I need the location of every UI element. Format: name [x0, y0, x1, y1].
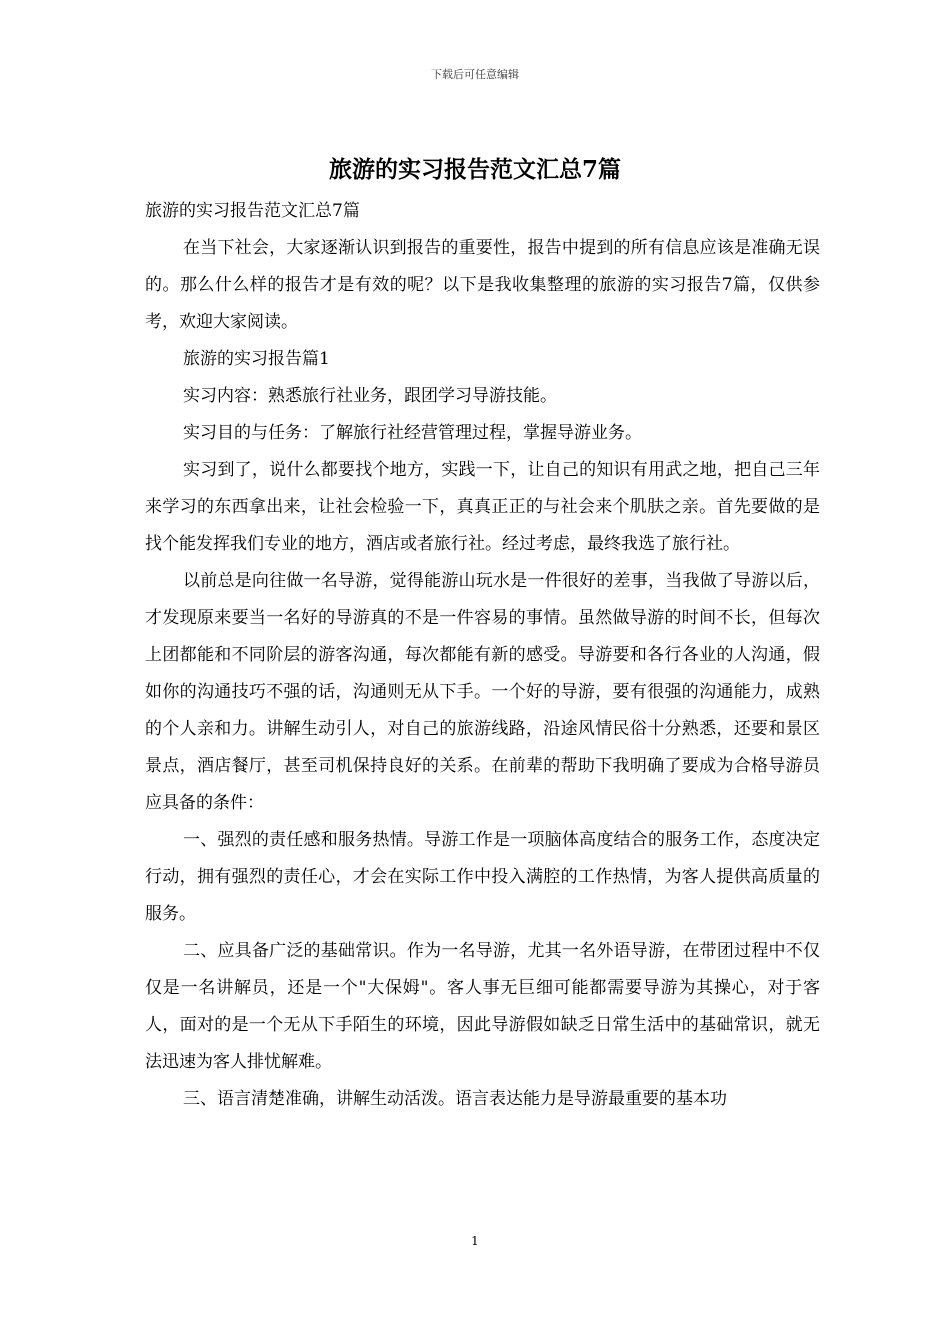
- paragraph: 旅游的实习报告篇1: [183, 349, 330, 369]
- paragraph: 在当下社会，大家逐渐认识到报告的重要性，报告中提到的所有信息应该是准确无误的。那么什么样的报告才是有效的呢？以下是我收集整理的旅游的实习报告7篇，仅供参考，欢迎大家阅读。: [145, 238, 820, 332]
- paragraph: 实习到了，说什么都要找个地方，实践一下，让自己的知识有用武之地，把自己三年来学习的东西拿出来，让社会检验一下，真真正正的与社会来个肌肤之亲。首先要做的是找个能发挥我们专业的地方，酒店或者旅行社。经过考虑，最终我选了旅行社。: [145, 460, 820, 554]
- paragraph: 一、强烈的责任感和服务热情。导游工作是一项脑体高度结合的服务工作，态度决定行动，拥有强烈的责任心，才会在实际工作中投入满腔的工作热情，为客人提供高质量的服务。: [145, 830, 820, 924]
- paragraph: 实习目的与任务：了解旅行社经营管理过程，掌握导游业务。: [183, 423, 642, 443]
- paragraph: 二、应具备广泛的基础常识。作为一名导游，尤其一名外语导游，在带团过程中不仅仅是一名讲解员，还是一个"大保姆"。客人事无巨细可能都需要导游为其操心，对于客人，面对的是一个无从下手陌生的环境，因此导游假如缺乏日常生活中的基础常识，就无法迅速为客人排忧解难。: [145, 941, 820, 1072]
- paragraph: 实习内容：熟悉旅行社业务，跟团学习导游技能。: [183, 386, 557, 406]
- document-body: [145, 193, 820, 1118]
- paragraph: 以前总是向往做一名导游，觉得能游山玩水是一件很好的差事，当我做了导游以后，才发现原来要当一名好的导游真的不是一件容易的事情。虽然做导游的时间不长，但每次上团都能和不同阶层的游客沟通，每次都能有新的感受。导游要和各行各业的人沟通，假如你的沟通技巧不强的话，沟通则无从下手。一个好的导游，要有很强的沟通能力，成熟的个人亲和力。讲解生动引人，对自己的旅游线路，沿途风情民俗十分熟悉，还要和景区景点，酒店餐厅，甚至司机保持良好的关系。在前辈的帮助下我明确了要成为合格导游员应具备的条件：: [145, 571, 820, 813]
- paragraph: 三、语言清楚准确，讲解生动活泼。语言表达能力是导游最重要的基本功: [183, 1089, 727, 1109]
- page-number: 1: [471, 1234, 479, 1248]
- document-title: 旅游的实习报告范文汇总7篇: [328, 156, 621, 183]
- paragraph: 旅游的实习报告范文汇总7篇: [145, 201, 360, 221]
- page-header: 下载后可任意编辑: [431, 68, 519, 81]
